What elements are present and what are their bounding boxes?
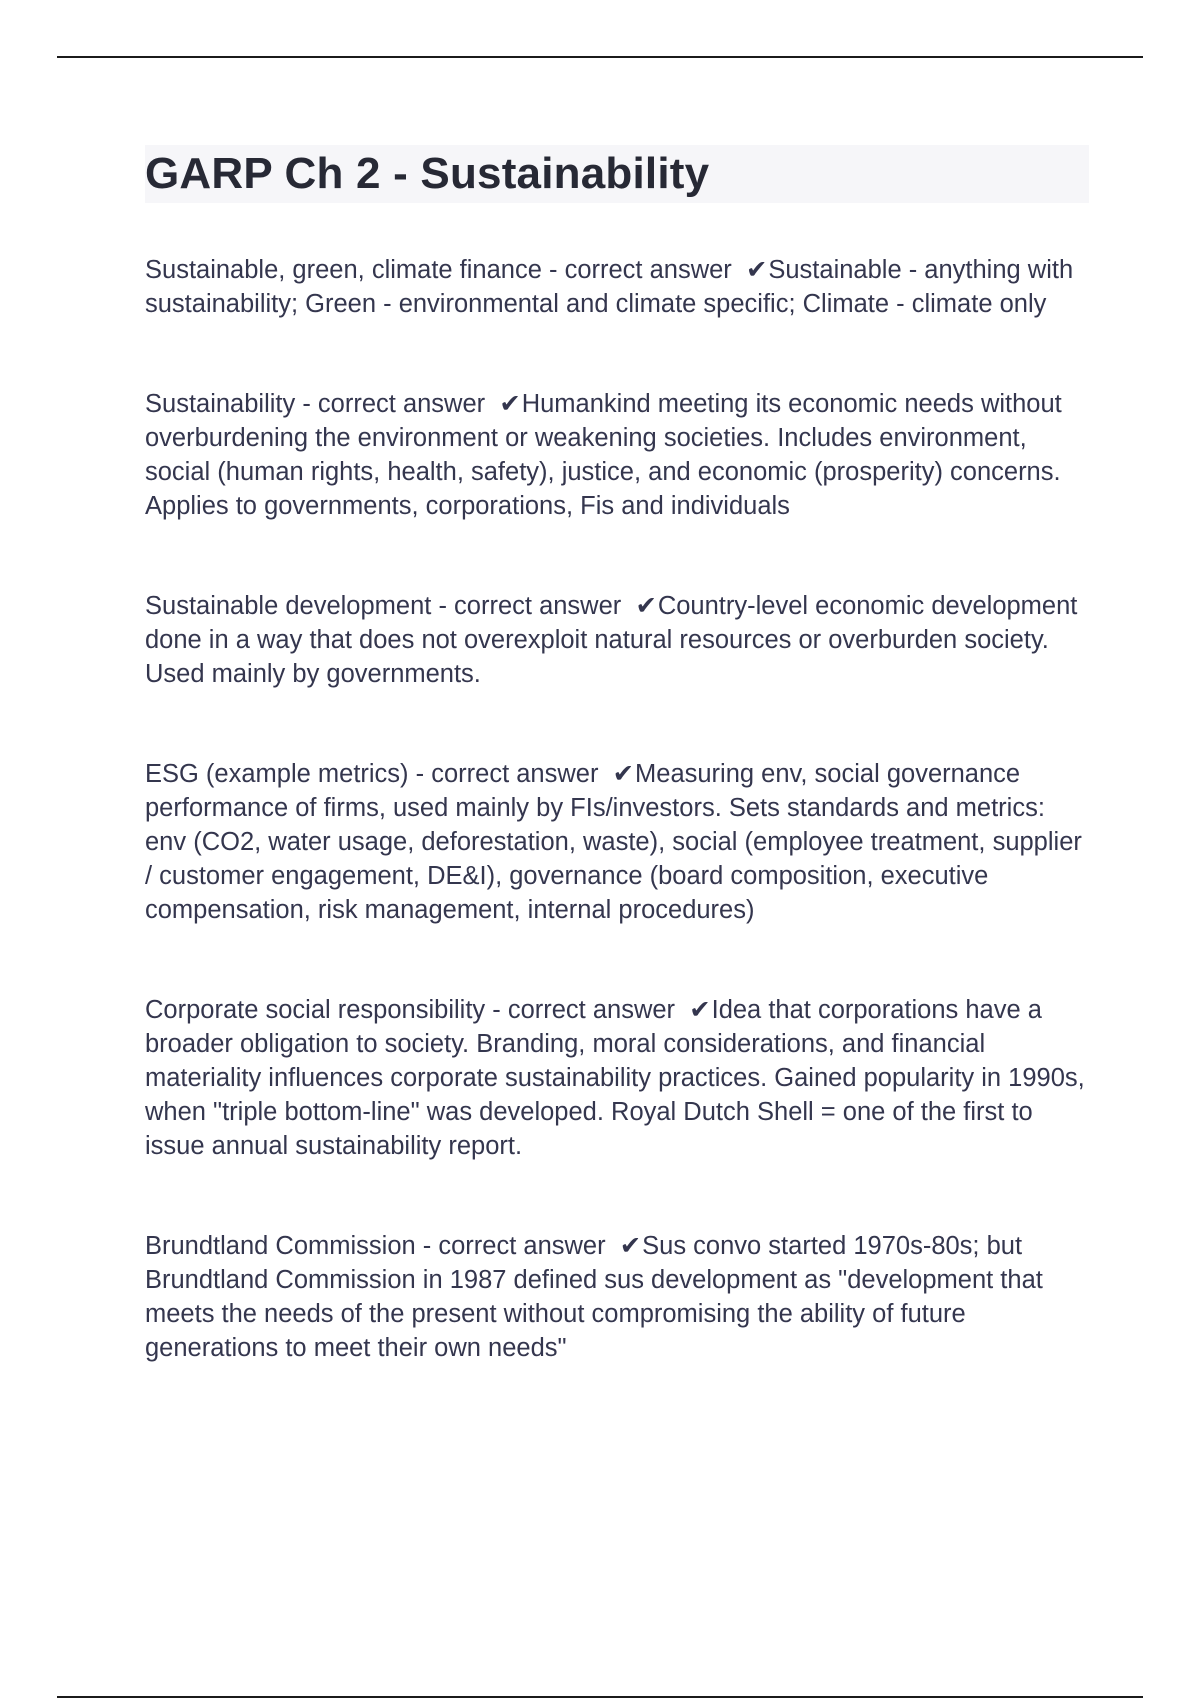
qa-item: Brundtland Commission - correct answer ✔Sus convo started 1970s-80s; but Brundtland Commission in 1987 defined sus development as "development that meets the needs of the present without compromising the ability of future generations to meet their own needs" [145, 1229, 1089, 1365]
document-body [145, 145, 1089, 1431]
qa-answer: Measuring env, social governance performance of firms, used mainly by FIs/investors. Sets standards and metrics: env (CO2, water usage, deforestation, waste), social (employee treatment, supplier / customer engagement, DE&I), governance (board composition, executive compensation, risk management, internal procedures) [145, 760, 1082, 924]
answer-marker: correct answer [564, 256, 732, 284]
bottom-rule [57, 1696, 1143, 1698]
qa-answer: Idea that corporations have a broader obligation to society. Branding, moral considerations, and financial materiality influences corporate sustainability practices. Gained popularity in 1990s, when "triple bottom-line" was developed. Royal Dutch Shell = one of the first to issue annual sustainability report. [145, 996, 1085, 1160]
qa-term: Sustainability [145, 390, 296, 418]
checkmark-icon: ✔ [612, 760, 635, 788]
qa-item: Sustainable development - correct answer ✔Country-level economic development done in a way that does not overexploit natural resources or overburden society. Used mainly by governments. [145, 589, 1089, 691]
checkmark-icon: ✔ [619, 1232, 642, 1260]
qa-term: Corporate social responsibility [145, 996, 486, 1024]
checkmark-icon: ✔ [745, 256, 768, 284]
qa-item: Sustainable, green, climate finance - correct answer ✔Sustainable - anything with sustainability; Green - environmental and climate specific; Climate - climate only [145, 253, 1089, 321]
checkmark-icon: ✔ [689, 996, 711, 1024]
checkmark-icon: ✔ [635, 592, 657, 620]
qa-term: Brundtland Commission [145, 1232, 416, 1260]
qa-term: Sustainable, green, climate finance [145, 256, 542, 284]
answer-marker: correct answer [431, 760, 599, 788]
qa-item: ESG (example metrics) - correct answer ✔Measuring env, social governance performance of firms, used mainly by FIs/investors. Sets standards and metrics: env (CO2, water usage, deforestation, waste), social (employee treatment, supplier / customer engagement, DE&I), governance (board composition, executive compensation, risk management, internal procedures) [145, 757, 1089, 927]
answer-marker: correct answer [454, 592, 622, 620]
answer-marker: correct answer [317, 390, 486, 418]
qa-list [145, 253, 1089, 1365]
answer-marker: correct answer [507, 996, 676, 1024]
qa-answer: Sus convo started 1970s-80s; but Brundtland Commission in 1987 defined sus development as "development that meets the needs of the present without compromising the ability of future generations to meet their own needs" [145, 1232, 1043, 1362]
qa-answer: Sustainable - anything with sustainability; Green - environmental and climate specific; Climate - climate only [145, 256, 1074, 318]
answer-marker: correct answer [438, 1232, 606, 1260]
qa-answer: Country-level economic development done in a way that does not overexploit natural resources or overburden society. Used mainly by governments. [145, 592, 1078, 688]
qa-term: Sustainable development [145, 592, 432, 620]
qa-term: ESG (example metrics) [145, 760, 409, 788]
top-rule [57, 56, 1143, 58]
qa-answer: Humankind meeting its economic needs without overburdening the environment or weakening societies. Includes environment, social (human rights, health, safety), justice, and economic (prosperity) concerns. Applies to governments, corporations, Fis and individuals [145, 390, 1062, 520]
title-band [145, 145, 1089, 203]
page-title: GARP Ch 2 - Sustainability [145, 149, 710, 198]
checkmark-icon: ✔ [499, 390, 521, 418]
qa-item: Corporate social responsibility - correct answer ✔Idea that corporations have a broader obligation to society. Branding, moral considerations, and financial materiality influences corporate sustainability practices. Gained popularity in 1990s, when "triple bottom-line" was developed. Royal Dutch Shell = one of the first to issue annual sustainability report. [145, 993, 1089, 1163]
qa-item: Sustainability - correct answer ✔Humankind meeting its economic needs without overburdening the environment or weakening societies. Includes environment, social (human rights, health, safety), justice, and economic (prosperity) concerns. Applies to governments, corporations, Fis and individuals [145, 387, 1089, 523]
